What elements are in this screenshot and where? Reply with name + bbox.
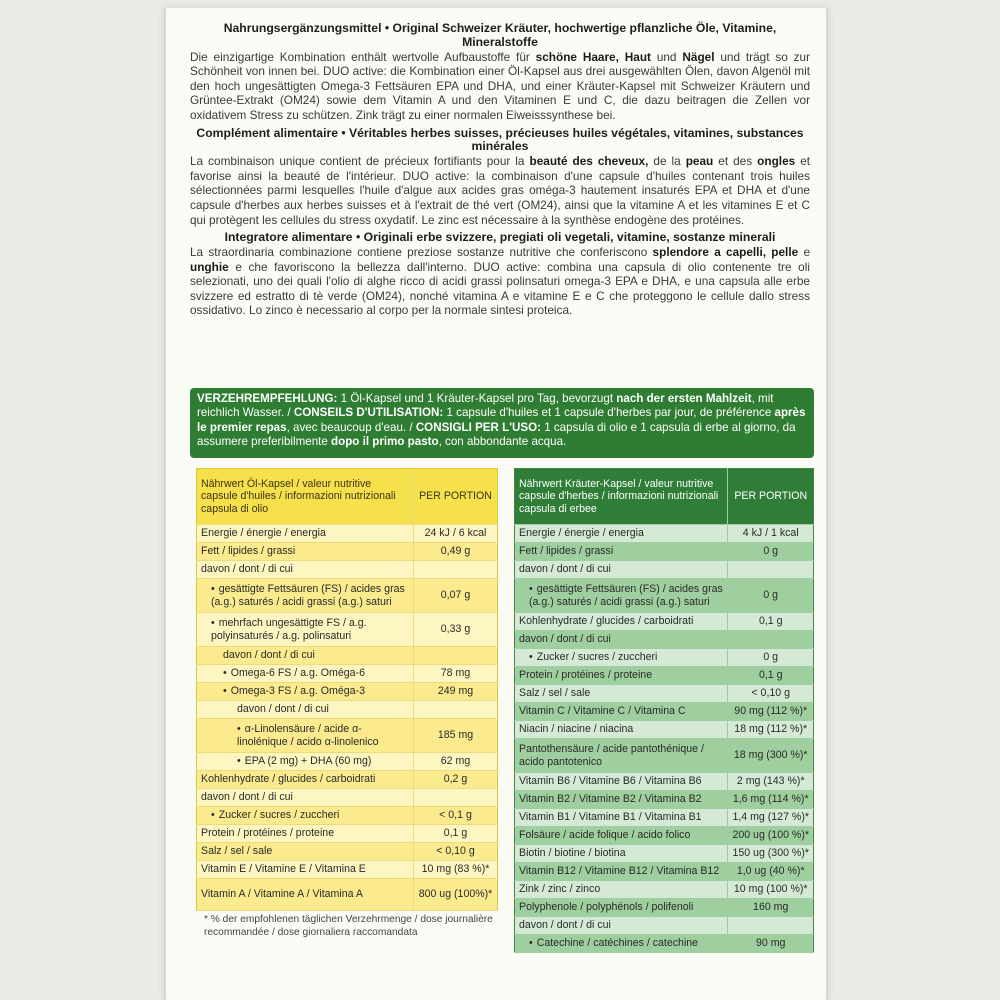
oil-capsule-table (196, 468, 498, 911)
table-cell-value: 1,0 ug (40 %)* (728, 863, 814, 881)
table-cell-label: Polyphenole / polyphénols / polifenoli (515, 899, 728, 917)
table-cell-value: 18 mg (112 %)* (728, 721, 814, 739)
table-cell-label: Protein / protéines / proteine (197, 825, 414, 843)
table-cell-label: Niacin / niacine / niacina (515, 721, 728, 739)
table-cell-label: Kohlenhydrate / glucides / carboidrati (197, 771, 414, 789)
table-cell-value: 10 mg (100 %)* (728, 881, 814, 899)
table-cell-value: 24 kJ / 6 kcal (414, 525, 498, 543)
table-cell-label: Energie / énergie / energia (515, 525, 728, 543)
herb-table-header-label: Nährwert Kräuter-Kapsel / valeur nutritive capsule d'herbes / informazioni nutrizionali capsula di erbee (515, 469, 728, 525)
table-cell-label: Vitamin B2 / Vitamine B2 / Vitamina B2 (515, 791, 728, 809)
table-cell-value: 249 mg (414, 683, 498, 701)
oil-table-header-label: Nährwert Öl-Kapsel / valeur nutritive capsule d'huiles / informazioni nutrizionali capsula di olio (197, 469, 414, 525)
table-cell-label: Energie / énergie / energia (197, 525, 414, 543)
table-cell-value: < 0,1 g (414, 807, 498, 825)
table-cell-label: Kohlenhydrate / glucides / carboidrati (515, 613, 728, 631)
table-cell-label: Salz / sel / sale (515, 685, 728, 703)
table-cell-value: 2 mg (143 %)* (728, 773, 814, 791)
table-cell-label: • mehrfach ungesättigte FS / a.g. polyinsaturés / a.g. polinsaturi (197, 613, 414, 647)
table-cell-label: • Omega-6 FS / a.g. Oméga-6 (197, 665, 414, 683)
table-cell-value: 0 g (728, 579, 814, 613)
table-cell-value: 0,1 g (728, 613, 814, 631)
table-cell-value: 0,1 g (728, 667, 814, 685)
it-paragraph: La straordinaria combinazione contiene preziose sostanze nutritive che conferiscono splendore a capelli, pelle e unghie e che favoriscono la bellezza dall'interno. DUO active: combina una capsula di olio contenente tre oli selezionati, uno dei quali l'olio di alghe ricco di acidi grassi polinsaturi omega-3 EPA e DHA, e una capsula alle erbe svizzere ed estratto di tè verde (OM24), nonché vitamina A e vitamine E e C che proteggono le cellule dallo stress ossidativo. Lo zinco è necessario al corpo per la normale sintesi proteica. (190, 244, 811, 318)
table-cell-label: • Catechine / catéchines / catechine (515, 935, 728, 953)
table-cell-label: • gesättigte Fettsäuren (FS) / acides gras (a.g.) saturés / acidi grassi (a.g.) saturi (515, 579, 728, 613)
table-cell-label: davon / dont / di cui (197, 561, 414, 579)
table-cell-value (414, 647, 498, 665)
table-cell-value (414, 561, 498, 579)
description-block (190, 22, 810, 322)
table-cell-label: Vitamin E / Vitamine E / Vitamina E (197, 861, 414, 879)
table-cell-value: 160 mg (728, 899, 814, 917)
table-cell-value: 800 ug (100%)* (414, 879, 498, 911)
table-cell-value: 78 mg (414, 665, 498, 683)
table-cell-value: 0,49 g (414, 543, 498, 561)
de-heading: Nahrungsergänzungsmittel • Original Schweizer Kräuter, hochwertige pflanzliche Öle, Vitamine, Mineralstoffe (223, 21, 777, 49)
table-cell-label: • EPA (2 mg) + DHA (60 mg) (197, 753, 414, 771)
table-cell-label: davon / dont / di cui (515, 631, 728, 649)
footnote: * % der empfohlenen täglichen Verzehrmenge / dose journalière recommandée / dose giornaliera raccomandata (204, 914, 493, 938)
table-cell-value: 200 ug (100 %)* (728, 827, 814, 845)
table-cell-label: davon / dont / di cui (515, 917, 728, 935)
table-cell-value: 62 mg (414, 753, 498, 771)
table-cell-label: Fett / lipides / grassi (515, 543, 728, 561)
table-cell-value: 0,1 g (414, 825, 498, 843)
table-cell-value: 1,6 mg (114 %)* (728, 791, 814, 809)
table-cell-label: Vitamin B12 / Vitamine B12 / Vitamina B12 (515, 863, 728, 881)
table-cell-label: Biotin / biotine / biotina (515, 845, 728, 863)
fr-heading: Complément alimentaire • Véritables herbes suisses, précieuses huiles végétales, vitamines, substances minérales (196, 125, 804, 154)
table-cell-value: 18 mg (300 %)* (728, 739, 814, 773)
table-cell-label: Vitamin B1 / Vitamine B1 / Vitamina B1 (515, 809, 728, 827)
table-cell-label: Folsäure / acide folique / acido folico (515, 827, 728, 845)
table-cell-value: 0 g (728, 543, 814, 561)
oil-table-header-value: PER PORTION (414, 469, 498, 525)
herb-table-header-value: PER PORTION (728, 469, 814, 525)
table-cell-value: 1,4 mg (127 %)* (728, 809, 814, 827)
table-cell-value: 0 g (728, 649, 814, 667)
table-cell-label: Salz / sel / sale (197, 843, 414, 861)
table-cell-label: Pantothensäure / acide pantothénique / acido pantotenico (515, 739, 728, 773)
table-cell-label: Vitamin C / Vitamine C / Vitamina C (515, 703, 728, 721)
table-cell-value (728, 561, 814, 579)
table-cell-value: < 0,10 g (414, 843, 498, 861)
table-cell-value: 0,2 g (414, 771, 498, 789)
table-cell-label: davon / dont / di cui (197, 789, 414, 807)
table-cell-value: 90 mg (112 %)* (728, 703, 814, 721)
table-cell-value: 10 mg (83 %)* (414, 861, 498, 879)
usage-banner: VERZEHREMPFEHLUNG: 1 Öl-Kapsel und 1 Kräuter-Kapsel pro Tag, bevorzugt nach der ersten Mahlzeit, mit reichlich Wasser. / CONSEILS D'UTILISATION: 1 capsule d'huiles et 1 capsule d'herbes par jour, de préférence après le premier repas, avec beaucoup d'eau. / CONSIGLI PER L'USO: 1 capsula di olio e 1 capsula di erbe al giorno, da assumere preferibilmente dopo il primo pasto, con abbondante acqua. (190, 388, 814, 458)
table-cell-value: 4 kJ / 1 kcal (728, 525, 814, 543)
table-cell-value (414, 701, 498, 719)
table-cell-label: Fett / lipides / grassi (197, 543, 414, 561)
table-cell-label: • Zucker / sucres / zuccheri (197, 807, 414, 825)
table-cell-label: • gesättigte Fettsäuren (FS) / acides gras (a.g.) saturés / acidi grassi (a.g.) saturi (197, 579, 414, 613)
table-cell-label: davon / dont / di cui (197, 701, 414, 719)
table-cell-value: 185 mg (414, 719, 498, 753)
table-cell-label: davon / dont / di cui (197, 647, 414, 665)
table-cell-label: Zink / zinc / zinco (515, 881, 728, 899)
table-cell-label: Vitamin A / Vitamine A / Vitamina A (197, 879, 414, 911)
table-cell-value (728, 917, 814, 935)
table-cell-label: davon / dont / di cui (515, 561, 728, 579)
table-cell-value: 0,07 g (414, 579, 498, 613)
it-heading: Integratore alimentare • Originali erbe svizzere, pregiati oli vegetali, vitamine, sostanze minerali (224, 230, 776, 245)
table-cell-value (728, 631, 814, 649)
table-cell-label: • α-Linolensäure / acide α-linolénique / acido α-linolenico (197, 719, 414, 753)
herb-capsule-table (514, 468, 814, 953)
fr-paragraph: La combinaison unique contient de précieux fortifiants pour la beauté des cheveux, de la peau et des ongles et favorise ainsi la beauté de l'intérieur. DUO active: la combinaison d'une capsule d'huiles contenant trois huiles sélectionnées parmi lesquelles l'huile d'algue aux acides gras oméga-3 hautement insaturés EPA et DHA et d'une capsule d'herbes aux herbes suisses et à l'extrait de thé vert (OM24), ainsi que la vitamine A et les vitamines E et C qui protègent les cellules du stress oxydatif. Le zinc est nécessaire à la synthèse endogène des protéines. (190, 154, 811, 227)
table-cell-value (414, 789, 498, 807)
table-cell-value: 150 ug (300 %)* (728, 845, 814, 863)
de-paragraph: Die einzigartige Kombination enthält wertvolle Aufbaustoffe für schöne Haare, Haut und Nägel und trägt so zur Schönheit von innen bei. DUO active: die Kombination einer Öl-Kapsel aus drei ausgewählten Ölen, davon Algenöl mit den hoch ungesättigten Omega-3 Fettsäuren EPA und DHA, und einer Kräuter-Kapsel mit Schweizer Kräutern und Grüntee-Extrakt (OM24) sowie dem Vitamin A und den Vitaminen E und C, die dazu beitragen die Zellen vor oxidativem Stress zu schützen. Zink trägt zu einer normalen Eiweisssynthese bei. (190, 49, 811, 122)
table-cell-label: • Omega-3 FS / a.g. Oméga-3 (197, 683, 414, 701)
table-cell-label: • Zucker / sucres / zuccheri (515, 649, 728, 667)
table-cell-value: 90 mg (728, 935, 814, 953)
table-cell-value: 0,33 g (414, 613, 498, 647)
table-cell-value: < 0,10 g (728, 685, 814, 703)
table-cell-label: Protein / protéines / proteine (515, 667, 728, 685)
table-cell-label: Vitamin B6 / Vitamine B6 / Vitamina B6 (515, 773, 728, 791)
